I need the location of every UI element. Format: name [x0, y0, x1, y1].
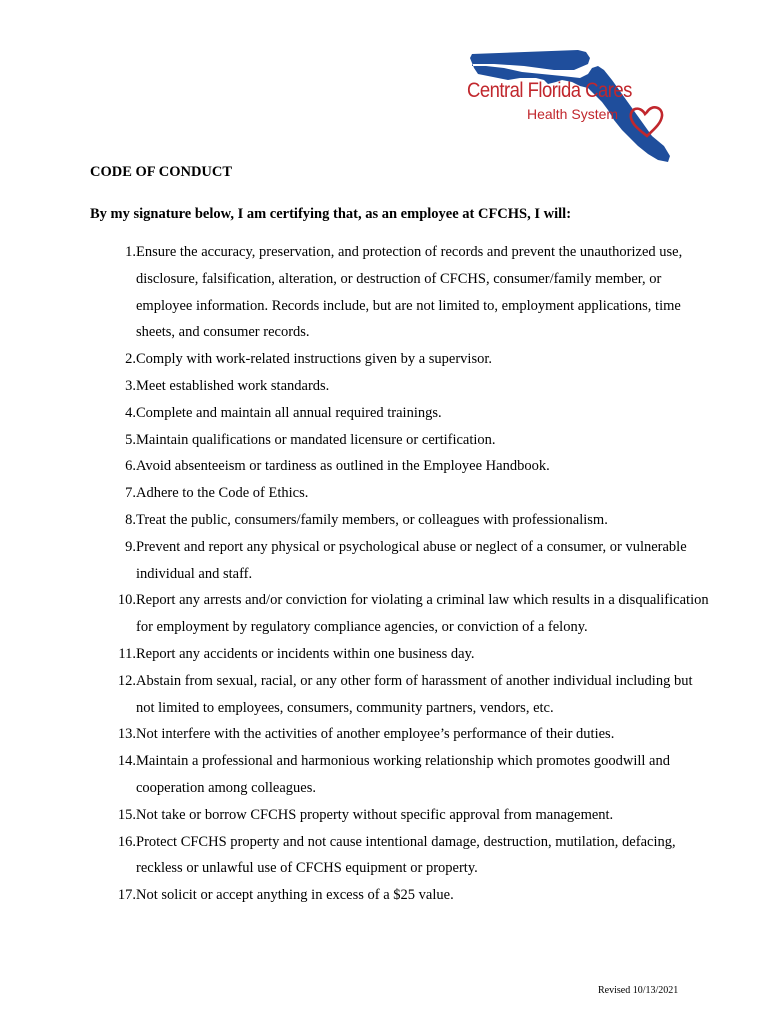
list-item — [90, 453, 710, 480]
list-item-text: Maintain qualifications or mandated licensure or certification. — [136, 431, 496, 448]
list-item — [90, 400, 710, 427]
list-item — [90, 346, 710, 373]
list-item-number: 15. — [117, 806, 136, 823]
list-item-text: Report any accidents or incidents within one business day. — [136, 645, 475, 662]
list-item-text: Not solicit or accept anything in excess of a $25 value. — [136, 887, 454, 904]
list-item-text: Ensure the accuracy, preservation, and protection of records and prevent the unauthorized use, disclosure, falsification, alteration, or destruction of CFCHS, consumer/family member, or employee information. Records include, but are not limited to, employment applications, time sheets, and consumer records. — [136, 244, 683, 341]
list-item-text: Protect CFCHS property and not cause intentional damage, destruction, mutilation, defacing, reckless or unlawful use of CFCHS equipment or property. — [136, 833, 676, 877]
list-item-text: Maintain a professional and harmonious working relationship which promotes goodwill and cooperation among colleagues. — [136, 753, 670, 796]
conduct-list — [90, 239, 710, 909]
list-item-number: 12. — [117, 672, 136, 689]
list-item-text: Comply with work-related instructions given by a supervisor. — [136, 351, 493, 368]
organization-logo — [464, 44, 676, 164]
list-item — [90, 427, 710, 454]
list-item-number: 11. — [118, 645, 136, 662]
list-item-text: Prevent and report any physical or psychological abuse or neglect of a consumer, or vulnerable individual and staff. — [136, 538, 687, 582]
list-item — [90, 748, 710, 802]
list-item — [90, 239, 710, 346]
logo-subtitle: Health System — [527, 106, 619, 122]
revision-date: Revised 10/13/2021 — [598, 985, 679, 996]
list-item-text: Abstain from sexual, racial, or any other form of harassment of another individual including but not limited to employees, consumers, community partners, vendors, etc. — [136, 672, 693, 716]
list-item-text: Meet established work standards. — [136, 377, 330, 394]
list-item — [90, 587, 710, 641]
logo-title: Central Florida Cares — [467, 78, 632, 102]
list-item-number: 3. — [125, 377, 136, 394]
list-item-number: 10. — [117, 592, 136, 609]
list-item-number: 1. — [125, 244, 136, 260]
list-item — [90, 373, 710, 400]
list-item-number: 9. — [125, 538, 136, 555]
list-item — [90, 668, 710, 722]
list-item-number: 17. — [117, 887, 136, 904]
list-item-text: Not take or borrow CFCHS property without specific approval from management. — [136, 806, 614, 823]
list-item-number: 6. — [125, 458, 136, 475]
list-item-text: Report any arrests and/or conviction for violating a criminal law which results in a disqualification for employment by regulatory compliance agencies, or conviction of a felony. — [136, 592, 709, 636]
list-item-number: 2. — [125, 351, 136, 368]
list-item — [90, 507, 710, 534]
list-item — [90, 480, 710, 507]
intro-statement: By my signature below, I am certifying that, as an employee at CFCHS, I will: — [90, 206, 572, 222]
list-item-number: 5. — [125, 431, 136, 448]
list-item — [90, 829, 710, 883]
list-item — [90, 641, 710, 668]
page-title: CODE OF CONDUCT — [90, 164, 233, 180]
list-item — [90, 534, 710, 588]
list-item — [90, 882, 710, 909]
list-item-text: Treat the public, consumers/family members, or colleagues with professionalism. — [136, 511, 608, 528]
list-item-text: Adhere to the Code of Ethics. — [136, 485, 309, 502]
list-item-number: 8. — [125, 511, 136, 528]
florida-map-icon — [464, 44, 676, 164]
list-item-text: Avoid absenteeism or tardiness as outlined in the Employee Handbook. — [136, 458, 550, 475]
list-item-number: 13. — [117, 726, 136, 743]
list-item-number: 4. — [125, 404, 136, 421]
list-item-text: Complete and maintain all annual required trainings. — [136, 404, 442, 421]
list-item — [90, 721, 710, 748]
list-item-number: 14. — [117, 753, 136, 770]
list-item-number: 16. — [117, 833, 136, 850]
list-item-number: 7. — [125, 485, 136, 502]
list-item-text: Not interfere with the activities of another employee’s performance of their duties. — [136, 726, 615, 743]
list-item — [90, 802, 710, 829]
